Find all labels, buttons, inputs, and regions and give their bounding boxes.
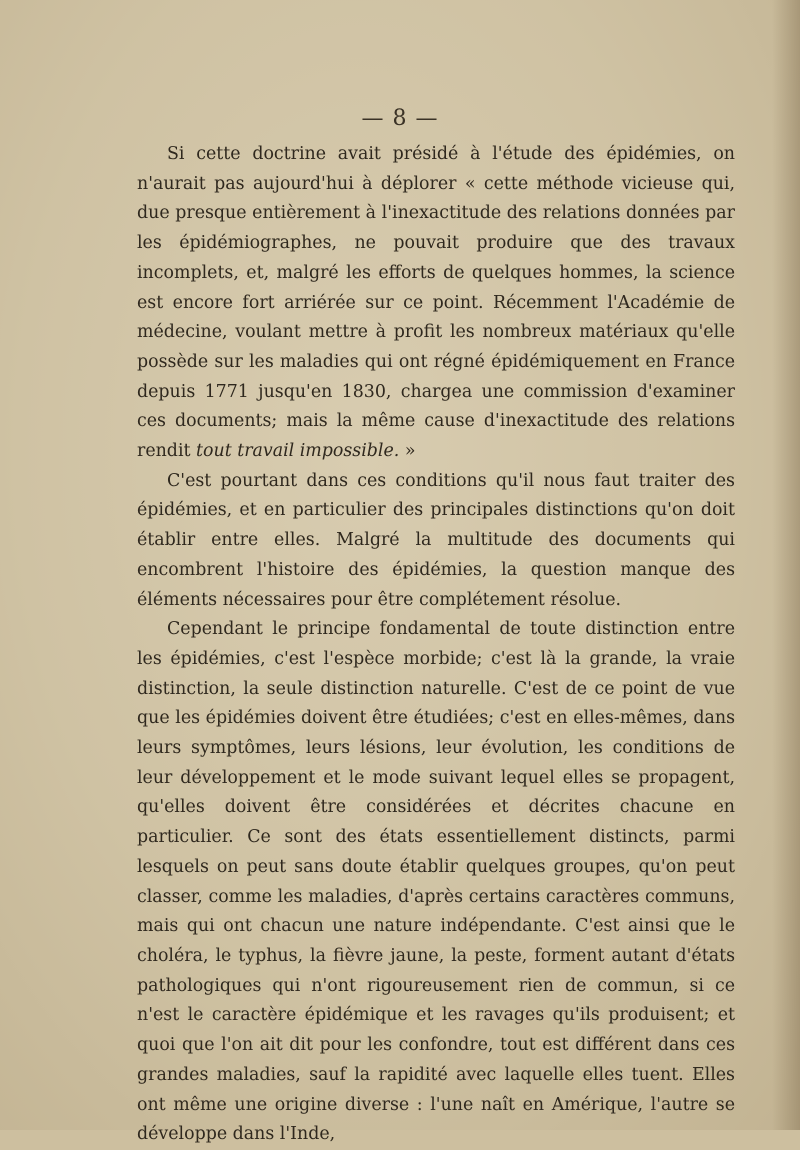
paragraph-1-italic: tout travail impossible. [196, 441, 400, 462]
paragraph-3: Cependant le principe fondamental de toute distinction entre les épidémies, c'est l'espèce morbide; c'est là la grande, la vraie distinction, la seule distinction naturelle. C'est de ce point de vue que les épidémies doivent être étudiées; c'est en elles-mêmes, dans leurs symptômes, leurs lésions, leur évolution, les conditions de leur développement et le mode suivant lequel elles se propagent, qu'elles doivent être considérées et décrites chacune en particulier. Ce sont des états essentiellement distincts, parmi lesquels on peut sans doute établir quelques groupes, qu'on peut classer, comme les maladies, d'après certains caractères communs, mais qui ont chacun une nature indépendante. C'est ainsi que le choléra, le typhus, la fièvre jaune, la peste, forment autant d'états pathologiques qui n'ont rigoureusement rien de commun, si ce n'est le caractère épidémique et les ravages qu'ils produisent; et quoi que l'on ait dit pour les confondre, tout est différent dans ces grandes maladies, sauf la rapidité avec laquelle elles tuent. Elles ont même une origine diverse : l'une naît en Amérique, l'autre se développe dans l'Inde, [137, 619, 735, 1145]
paragraph-1-text: Si cette doctrine avait présidé à l'étude des épidémies, on n'aurait pas aujourd'hui à déplorer « cette méthode vicieuse qui, due presque entièrement à l'inexactitude des relations données par les épidémiographes, ne pouvait produire que des travaux incomplets, et, malgré les efforts de quelques hommes, la science est encore fort arriérée sur ce point. Récemment l'Académie de médecine, voulant mettre à profit les nombreux matériaux qu'elle possède sur les maladies qui ont régné épidémiquement en France depuis 1771 jusqu'en 1830, chargea une commission d'examiner ces documents; mais la même cause d'inexactitude des relations rendit [137, 144, 735, 462]
paragraph-1 [137, 140, 735, 467]
paragraph-2: C'est pourtant dans ces conditions qu'il nous faut traiter des épidémies, et en particulier des principales distinctions qu'on doit établir entre elles. Malgré la multitude des documents qui encombrent l'histoire des épidémies, la question manque des éléments nécessaires pour être complétement résolue. [137, 470, 735, 610]
body-text [137, 140, 735, 1150]
page-number: — 8 — [361, 106, 439, 131]
paragraph-1-tail: » [399, 441, 416, 462]
